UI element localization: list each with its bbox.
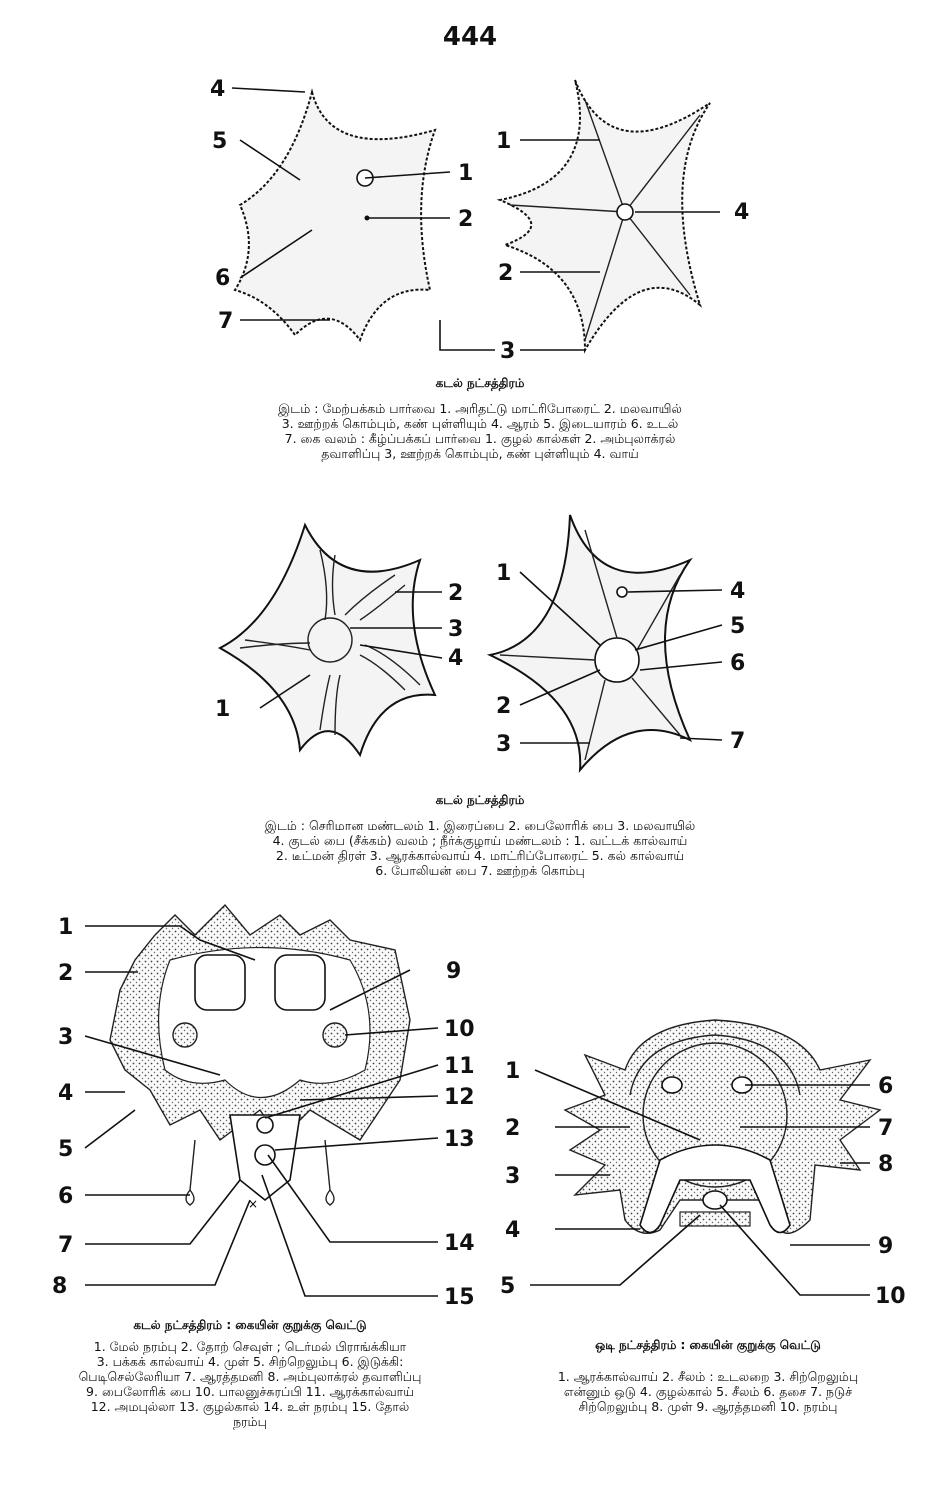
fig3-right-label: 9: [446, 959, 462, 984]
fig2-right-label: 7: [730, 729, 746, 754]
coelom: [159, 948, 370, 1098]
fig3-left-label: 4: [58, 1081, 74, 1106]
fig2-left-label: 3: [448, 617, 464, 642]
fig2-right-label: 2: [496, 694, 512, 719]
caption-line: 6. போலியன் பை 7. ஊற்றக் கொம்பு: [375, 863, 585, 878]
fig3-left-label: 1: [58, 915, 74, 940]
figure4-caption: [488, 1338, 928, 1414]
fig2-right-label: 4: [730, 579, 746, 604]
madreporite-internal: [617, 587, 627, 597]
fig2-right-label: 1: [496, 561, 512, 586]
caption-line: 9. பைலோரிக் பை 10. பாலனுச்சுரப்பி 11. ஆரக்கால்வாய்: [86, 1384, 414, 1399]
fig3-left-label: 3: [58, 1025, 74, 1050]
fig3-left-label: 5: [58, 1137, 74, 1162]
pedicellaria-right: [325, 1140, 334, 1205]
caption-line: என்னும் ஒடு 4. குழல்கால் 5. சீலம் 6. தசை 7. நடுச்: [563, 1384, 853, 1399]
fig1-right-label: 3: [500, 339, 516, 364]
fig4-left-label: 4: [505, 1218, 521, 1243]
fig2-left-label: 2: [448, 581, 464, 606]
figure3-starfish-arm-section: [0, 900, 500, 1310]
gonad-right: [323, 1023, 347, 1047]
fig2-left-label: 1: [215, 697, 231, 722]
fig3-right-label: 12: [444, 1085, 475, 1110]
figure2-title: கடல் நட்சத்திரம்: [435, 793, 525, 807]
fig4-right-label: 7: [878, 1116, 894, 1141]
fig2-right-label: 5: [730, 614, 746, 639]
ring-canal: [595, 638, 639, 682]
pyloric-caecum-left: [195, 955, 245, 1010]
caption-line: 1. மேல் நரம்பு 2. தோற் செவுள் ; டெர்மல் பிராங்க்கியா: [93, 1339, 407, 1354]
muscle-left: [662, 1077, 682, 1093]
figure1-title: கடல் நட்சத்திரம்: [435, 376, 525, 390]
fig3-right-label: 15: [444, 1285, 475, 1310]
caption-line: 4. குடல் பை (சீக்கம்) வலம் ; நீர்க்குழாய் மண்டலம் : 1. வட்டக் கால்வாய்: [272, 833, 688, 848]
fig3-right-label: 13: [444, 1127, 475, 1152]
figure1-starfish-external: [0, 0, 940, 370]
fig1-left-label: 2: [458, 207, 474, 232]
caption-line: 7. கை வலம் : கீழ்ப்பக்கப் பார்வை 1. குழல் கால்கள் 2. அம்புலாக்ரல்: [284, 431, 676, 446]
caption-line: பெடிசெல்லேரியா 7. ஆரத்தமனி 8. அம்புலாக்ரல் தவாளிப்பு: [78, 1369, 422, 1384]
caption-line: 1. ஆரக்கால்வாய் 2. சீலம் : உடலறை 3. சிற்றெலும்பு: [557, 1369, 859, 1384]
fig1-left-label: 6: [215, 266, 231, 291]
figure2-starfish-internal: [0, 500, 940, 790]
fig4-right-label: 10: [875, 1284, 906, 1309]
fig3-left-label: 8: [52, 1274, 68, 1299]
fig2-left-label: 4: [448, 646, 464, 671]
pyloric-caecum-right: [275, 955, 325, 1010]
fig1-left-label: 7: [218, 309, 234, 334]
fig3-right-label: 11: [444, 1054, 475, 1079]
mouth: [617, 204, 633, 220]
figure3-title: கடல் நட்சத்திரம் : கையின் குறுக்கு வெட்டு: [133, 1318, 367, 1332]
figure4-title: ஒடி நட்சத்திரம் : கையின் குறுக்கு வெட்டு: [595, 1338, 821, 1352]
fig1-left-label: 1: [458, 161, 474, 186]
fig3-left-label: 6: [58, 1184, 74, 1209]
tube-foot: [255, 1145, 275, 1165]
gonad-left: [173, 1023, 197, 1047]
radial-canal: [257, 1117, 273, 1133]
caption-line: 3. பக்கக் கால்வாய் 4. முள் 5. சிற்றெலும்பு 6. இடுக்கி:: [96, 1354, 404, 1369]
caption-line: இடம் : செரிமான மண்டலம் 1. இரைப்பை 2. பைலோரிக் பை 3. மலவாயில்: [264, 818, 696, 833]
fig2-right-label: 6: [730, 651, 746, 676]
caption-line: தவாளிப்பு 3, ஊற்றக் கொம்பும், கண் புள்ளியும் 4. வாய்: [321, 446, 639, 461]
fig4-right-label: 9: [878, 1234, 894, 1259]
fig4-left-label: 1: [505, 1059, 521, 1084]
x-marker: ×: [248, 1197, 259, 1211]
caption-line: 12. அமபுல்லா 13. குழல்கால் 14. உள் நரம்பு 15. தோல்: [90, 1399, 410, 1414]
figure1-caption: [190, 376, 770, 461]
fig4-right-label: 6: [878, 1074, 894, 1099]
fig4-left-label: 2: [505, 1116, 521, 1141]
figure3-caption: [30, 1318, 470, 1429]
figure4-brittle-star-section: [480, 1010, 940, 1320]
digestive-starfish-outline: [220, 525, 435, 755]
fig3-right-label: 10: [444, 1017, 475, 1042]
starfish-ventral-outline: [500, 80, 710, 350]
starfish-dorsal-outline: [235, 92, 435, 340]
fig3-left-label: 7: [58, 1233, 74, 1258]
fig4-right-label: 8: [878, 1152, 894, 1177]
fig1-right-label: 4: [734, 200, 750, 225]
fig1-left-label: 4: [210, 77, 226, 102]
fig3-left-label: 2: [58, 961, 74, 986]
fig2-right-label: 3: [496, 732, 512, 757]
fig1-right-label: 2: [498, 261, 514, 286]
caption-line: நரம்பு: [233, 1414, 267, 1429]
figure2-caption: [190, 793, 770, 878]
caption-line: இடம் : மேற்பக்கம் பார்வை 1. அரிதட்டு மாட்ரிபோரைட் 2. மலவாயில்: [278, 401, 682, 416]
fig1-right-label: 1: [496, 129, 512, 154]
caption-line: 3. ஊற்றக் கொம்பும், கண் புள்ளியும் 4. ஆரம் 5. இடையாரம் 6. உடல்: [281, 416, 679, 431]
fig4-left-label: 3: [505, 1164, 521, 1189]
page-number: 444: [442, 22, 498, 52]
fig1-left-label: 5: [212, 129, 228, 154]
fig4-left-label: 5: [500, 1274, 516, 1299]
radial-canal-brittle: [703, 1191, 727, 1209]
caption-line: 2. டீட்மன் திரள் 3. ஆரக்கால்வாய் 4. மாட்ரிப்போரைட் 5. கல் கால்வாய்: [275, 848, 685, 863]
caption-line: சிற்றெலும்பு 8. முள் 9. ஆரத்தமனி 10. நரம்பு: [578, 1399, 838, 1414]
fig3-right-label: 14: [444, 1231, 475, 1256]
